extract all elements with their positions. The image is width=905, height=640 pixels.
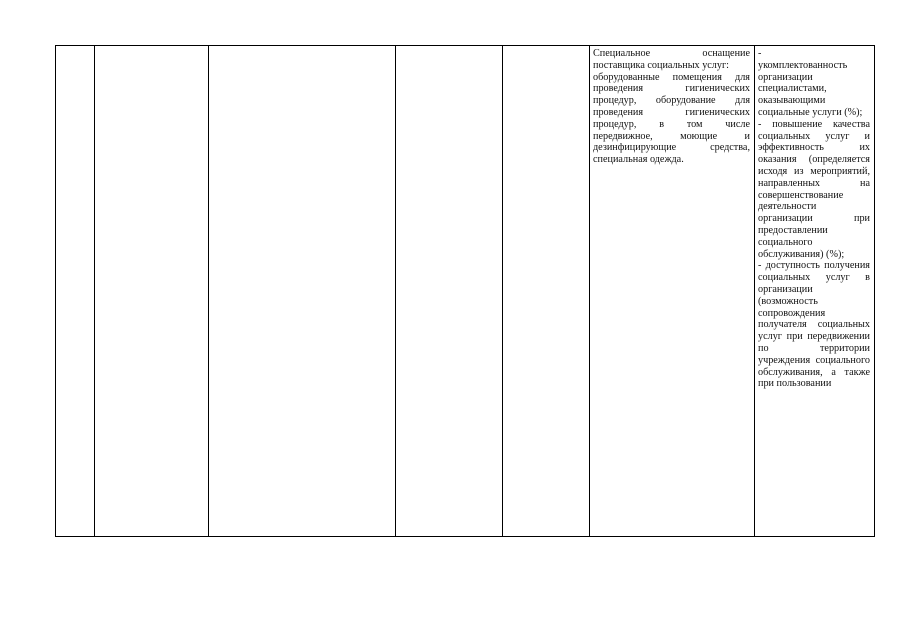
table-row [56,46,875,537]
indicator-paragraph: - повышение качества социальных услуг и эффективность их оказания (определяется исходя из мероприятий, направленных на совершенствование деятельности организации при предоставлении социального обслуживания) (%); [758,118,870,260]
cell-conditions [590,46,755,537]
conditions-paragraph: оборудованные помещения для проведения гигиенических процедур, оборудование для проведения гигиенических процедур, в том числе передвижное, моющие и дезинфицирующие средства, специальная одежда. [593,71,750,166]
indicator-paragraph: - доступность получения социальных услуг в организации (возможность сопровождения получателя социальных услуг при передвижении по территории учреждения социального обслуживания, а также при пользовании [758,260,870,390]
conditions-paragraph: Специальное оснащение поставщика социальных услуг: [593,48,750,71]
cell-service-term [396,46,503,537]
conditions-text [590,46,754,166]
cell-quality-indicators [755,46,875,537]
indicators-text [755,46,874,390]
cell-number [56,46,95,537]
cell-service-name [95,46,209,537]
cell-service-cost [503,46,590,537]
cell-service-description [209,46,396,537]
requirements-table [55,45,875,537]
indicator-paragraph: укомплектованность организации специалистами, оказывающими социальные услуги (%); [758,59,863,118]
indicator-paragraph: - [758,48,762,59]
